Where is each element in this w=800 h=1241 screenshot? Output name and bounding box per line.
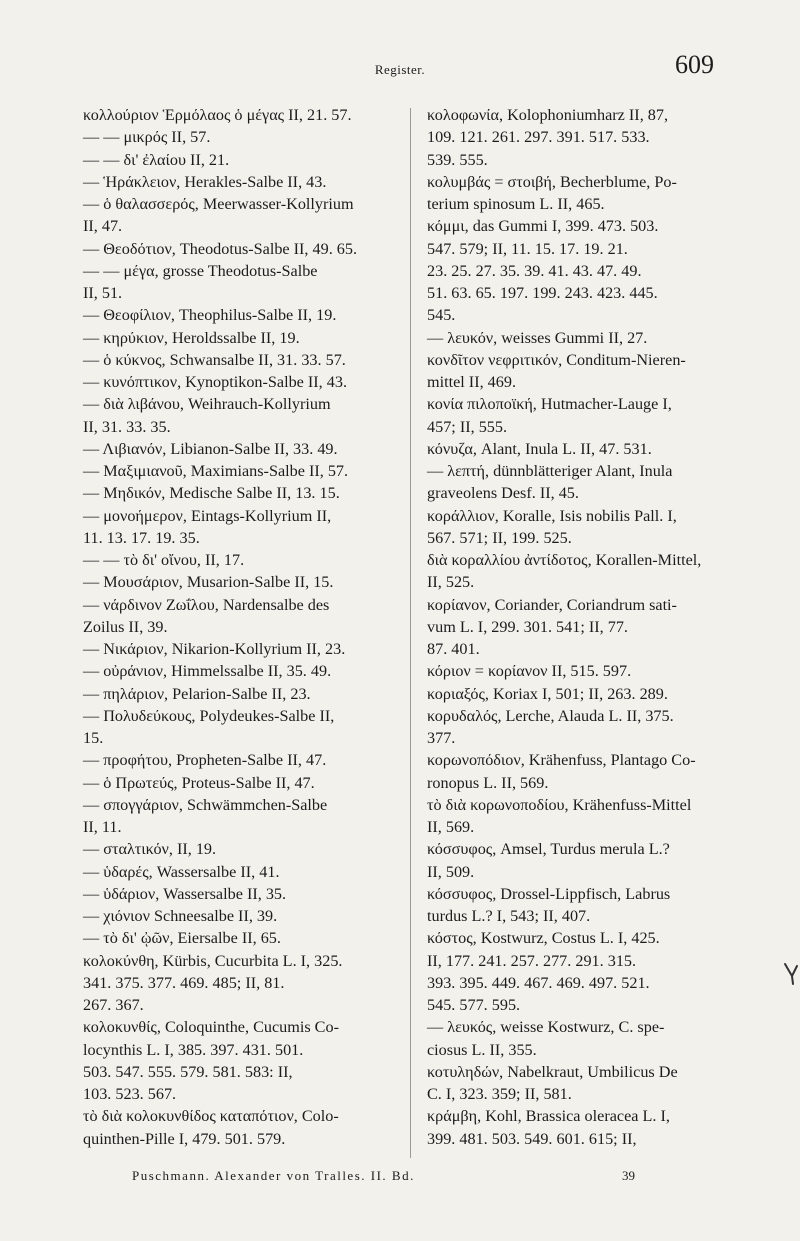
index-line: τὸ διὰ κορωνοποδίου, Krähenfuss-Mittel (427, 795, 692, 814)
index-line: ciosus L. II, 355. (427, 1040, 537, 1059)
index-line: κολλούριον Ἑρμόλαος ὁ μέγας II, 21. 57. (83, 106, 352, 124)
index-line: II, 47. (83, 217, 123, 236)
index-line: — — μικρός II, 57. (83, 128, 211, 147)
signature-mark: 39 (622, 1168, 635, 1183)
index-line: κονία πιλοποϊκή, Hutmacher-Lauge I, (427, 395, 672, 414)
index-line: κορυδαλός, Lerche, Alauda L. II, 375. (427, 706, 674, 725)
index-line: — σταλτικόν, II, 19. (83, 840, 217, 859)
pencil-mark-icon (782, 960, 800, 986)
index-line: κόριον = κορίανον II, 515. 597. (427, 662, 632, 681)
index-line: κόνυζα, Alant, Inula L. II, 47. 531. (427, 439, 652, 458)
index-line: quinthen-Pille I, 479. 501. 579. (83, 1129, 286, 1148)
index-line: 393. 395. 449. 467. 469. 497. 521. (427, 973, 650, 992)
index-line: διὰ κοραλλίου ἀντίδοτος, Korallen-Mittel, (427, 551, 702, 569)
index-line: 341. 375. 377. 469. 485; II, 81. (83, 973, 285, 992)
index-line: — ὁ κύκνος, Schwansalbe II, 31. 33. 57. (83, 350, 346, 369)
index-column-right (427, 104, 752, 1150)
index-line: — Θεοφίλιον, Theophilus-Salbe II, 19. (83, 306, 337, 325)
index-line: 503. 547. 555. 579. 581. 583: II, (83, 1062, 293, 1081)
index-line: — μονοήμερον, Eintags-Kollyrium II, (83, 506, 332, 525)
index-line: — ὑδάριον, Wassersalbe II, 35. (83, 884, 287, 903)
index-line: II, 51. (83, 284, 123, 302)
index-line: — Νικάριον, Nikarion-Kollyrium II, 23. (83, 640, 346, 658)
index-line: terium spinosum L. II, 465. (427, 195, 605, 213)
index-line: 15. (83, 729, 104, 747)
index-line: κόστος, Kostwurz, Costus L. I, 425. (427, 929, 660, 948)
index-line: Zoilus II, 39. (83, 617, 168, 636)
index-line: 545. (427, 306, 456, 325)
index-line: mittel II, 469. (427, 373, 517, 391)
index-line: 103. 523. 567. (83, 1085, 177, 1103)
index-line: 11. 13. 17. 19. 35. (83, 528, 200, 547)
index-line: 457; II, 555. (427, 417, 508, 436)
index-line: 567. 571; II, 199. 525. (427, 528, 572, 547)
page-number: 609 (675, 50, 714, 79)
index-line: — Λιβιανόν, Libianon-Salbe II, 33. 49. (83, 439, 338, 458)
index-line: — Μουσάριον, Musarion-Salbe II, 15. (83, 573, 334, 592)
index-line: II, 509. (427, 862, 475, 881)
index-line: — ὑδαρές, Wassersalbe II, 41. (83, 862, 280, 881)
index-line: — τὸ δι' ᾠῶν, Eiersalbe II, 65. (83, 929, 281, 948)
running-header: Register. (374, 62, 426, 77)
index-line: κοριαξός, Koriax I, 501; II, 263. 289. (427, 684, 668, 703)
index-line: κόμμι, das Gummi I, 399. 473. 503. (427, 217, 659, 236)
index-line: II, 31. 33. 35. (83, 417, 171, 436)
index-line: 87. 401. (427, 640, 480, 658)
index-line: κορίανον, Coriander, Coriandrum sati- (427, 595, 677, 614)
index-line: 23. 25. 27. 35. 39. 41. 43. 47. 49. (427, 261, 642, 280)
index-line: — προφήτου, Propheten-Salbe II, 47. (83, 751, 327, 770)
index-line: II, 569. (427, 818, 475, 836)
page-footer (132, 1168, 692, 1184)
column-divider (410, 108, 411, 1158)
index-line: — νάρδινον Ζωΐλου, Nardensalbe des (83, 595, 330, 614)
index-line: — Μαξιμιανοῦ, Maximians-Salbe II, 57. (83, 462, 349, 480)
index-line: κολυμβάς = στοιβή, Becherblume, Po- (427, 172, 677, 191)
index-line: — — δι' ἐλαίου II, 21. (83, 150, 230, 169)
index-line: II, 11. (83, 818, 122, 836)
index-line: 399. 481. 503. 549. 601. 615; II, (427, 1129, 637, 1148)
index-line: turdus L.? I, 543; II, 407. (427, 907, 591, 925)
index-line: — λευκός, weisse Kostwurz, C. spe- (427, 1018, 665, 1037)
index-line: κονδῖτον νεφριτικόν, Conditum-Nieren- (427, 350, 686, 369)
index-line: 377. (427, 729, 456, 747)
footer-author: Puschmann. Alexander von Tralles. II. Bd. (132, 1168, 415, 1183)
index-line: — κηρύκιον, Heroldssalbe II, 19. (83, 328, 300, 347)
index-line: II, 177. 241. 257. 277. 291. 315. (427, 951, 637, 970)
index-line: C. I, 323. 359; II, 581. (427, 1085, 572, 1103)
index-line: — ὁ θαλασσερός, Meerwasser-Kollyrium (83, 195, 354, 213)
index-line: κολοκύνθη, Kürbis, Cucurbita L. I, 325. (83, 951, 343, 970)
index-line: κορωνοπόδιον, Krähenfuss, Plantago Co- (427, 751, 696, 770)
index-line: κράμβη, Kohl, Brassica oleracea L. I, (427, 1107, 670, 1126)
index-line: κολοφωνία, Kolophoniumharz II, 87, (427, 106, 669, 124)
index-line: — πηλάριον, Pelarion-Salbe II, 23. (83, 684, 311, 703)
index-line: — χιόνιον Schneesalbe II, 39. (83, 907, 278, 925)
index-line: locynthis L. I, 385. 397. 431. 501. (83, 1040, 304, 1059)
index-line: — λευκόν, weisses Gummi II, 27. (427, 328, 648, 347)
index-line: — — μέγα, grosse Theodotus-Salbe (83, 261, 318, 280)
index-line: — ὁ Πρωτεύς, Proteus-Salbe II, 47. (83, 773, 315, 792)
index-line: — διὰ λιβάνου, Weihrauch-Kollyrium (83, 395, 331, 414)
index-line: κόσσυφος, Amsel, Turdus merula L.? (427, 840, 670, 859)
index-line: ronopus L. II, 569. (427, 773, 549, 792)
index-line: κολοκυνθίς, Coloquinthe, Cucumis Co- (83, 1018, 339, 1037)
index-line: — — τὸ δι' οἴνου, II, 17. (83, 551, 245, 569)
index-line: 51. 63. 65. 197. 199. 243. 423. 445. (427, 284, 658, 302)
index-line: τὸ διὰ κολοκυνθίδος καταπότιον, Colo- (83, 1107, 339, 1126)
index-line: — κυνόπτικον, Kynoptikon-Salbe II, 43. (83, 373, 348, 391)
index-line: 267. 367. (83, 996, 144, 1014)
index-line: II, 525. (427, 573, 475, 592)
index-line: — σπογγάριον, Schwämmchen-Salbe (83, 795, 328, 814)
index-line: — Μηδικόν, Medische Salbe II, 13. 15. (83, 484, 340, 503)
index-line: — Ἡράκλειον, Herakles-Salbe II, 43. (83, 172, 327, 191)
index-line: κόσσυφος, Drossel-Lippfisch, Labrus (427, 884, 671, 903)
index-line: vum L. I, 299. 301. 541; II, 77. (427, 617, 628, 636)
index-line: — λεπτή, dünnblätteriger Alant, Inula (427, 462, 673, 480)
index-line: κοτυληδών, Nabelkraut, Umbilicus De (427, 1062, 678, 1081)
index-line: 109. 121. 261. 297. 391. 517. 533. (427, 128, 650, 147)
index-column-left (83, 104, 388, 1150)
index-line: 545. 577. 595. (427, 996, 521, 1014)
index-line: 547. 579; II, 11. 15. 17. 19. 21. (427, 239, 628, 258)
index-line: — Πολυδεύκους, Polydeukes-Salbe II, (83, 706, 335, 725)
index-line: κοράλλιον, Koralle, Isis nobilis Pall. I, (427, 506, 677, 525)
index-line: graveolens Desf. II, 45. (427, 484, 579, 503)
index-line: 539. 555. (427, 150, 488, 169)
index-line: — οὐράνιον, Himmelssalbe II, 35. 49. (83, 662, 332, 681)
index-line: — Θεοδότιον, Theodotus-Salbe II, 49. 65. (83, 239, 358, 258)
